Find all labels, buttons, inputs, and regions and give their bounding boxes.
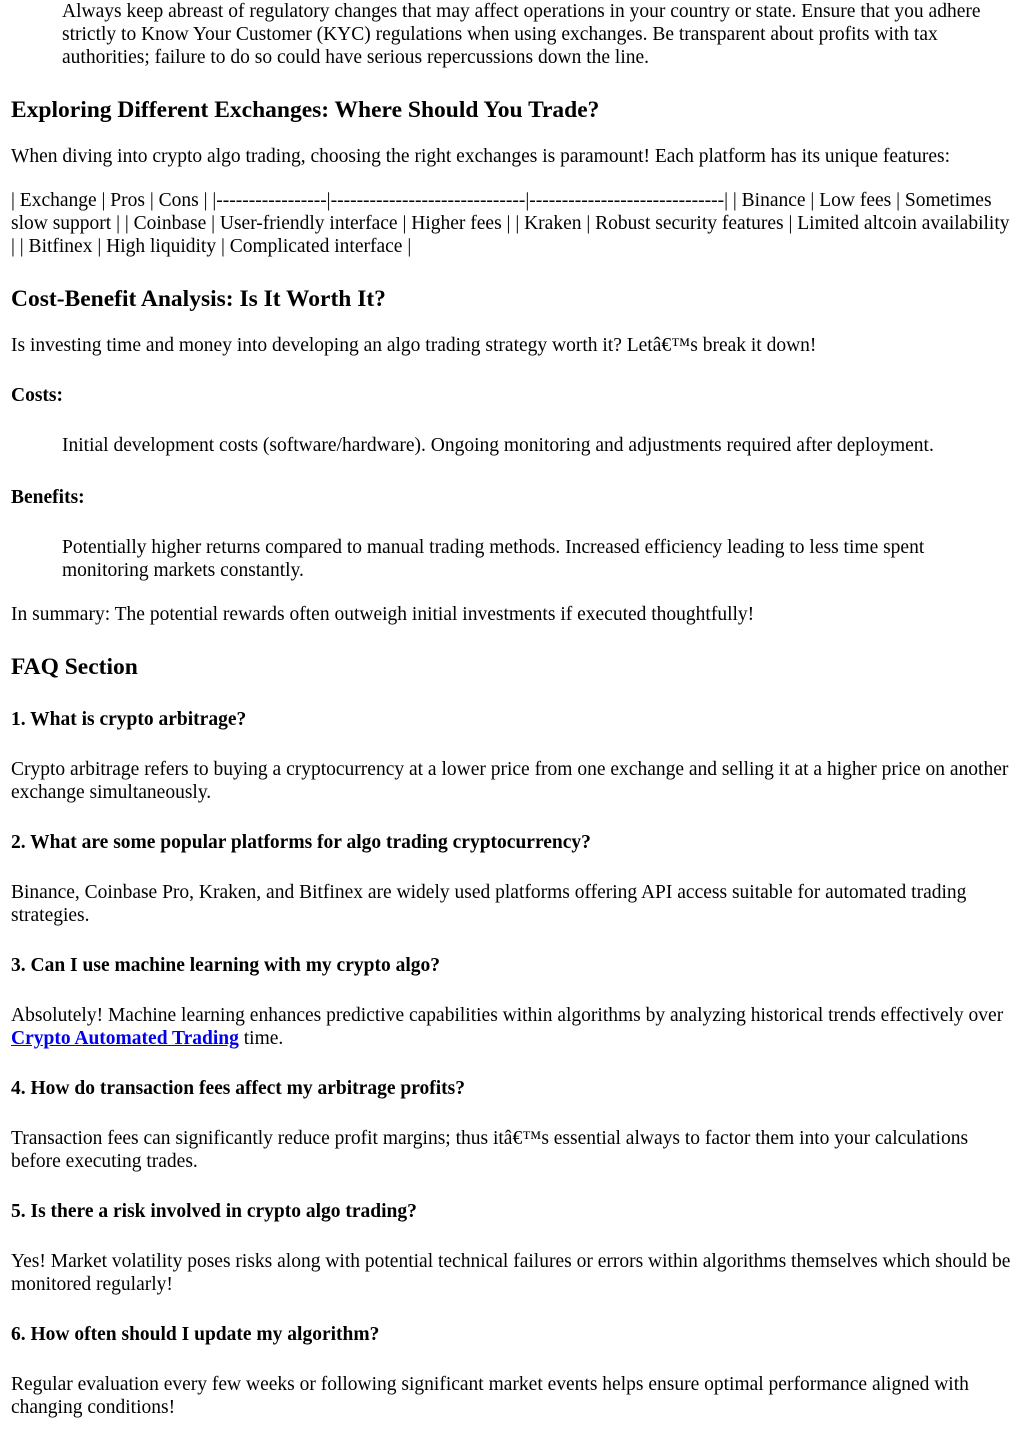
cost-benefit-intro: Is investing time and money into developing an algo trading strategy worth it? Letâ€™s break it down!	[11, 335, 817, 356]
exchanges-intro: When diving into crypto algo trading, choosing the right exchanges is paramount! Each platform has its unique features:	[11, 146, 950, 167]
faq-question: 5. Is there a risk involved in crypto algo trading?	[11, 1201, 417, 1222]
cost-benefit-heading: Cost-Benefit Analysis: Is It Worth It?	[11, 286, 386, 312]
costs-label: Costs:	[11, 385, 63, 406]
faq-question: 1. What is crypto arbitrage?	[11, 709, 247, 730]
crypto-automated-trading-link[interactable]: Crypto Automated Trading	[11, 1028, 239, 1049]
faq-answer: Crypto arbitrage refers to buying a cryptocurrency at a lower price from one exchange and selling it at a higher price on another exchange simultaneously.	[11, 759, 1009, 803]
faq-question: 2. What are some popular platforms for algo trading cryptocurrency?	[11, 832, 591, 853]
faq-question: 4. How do transaction fees affect my arbitrage profits?	[11, 1078, 466, 1099]
faq-answer: Binance, Coinbase Pro, Kraken, and Bitfinex are widely used platforms offering API access suitable for automated trading strategies.	[11, 882, 967, 926]
benefits-text: Potentially higher returns compared to manual trading methods. Increased efficiency leading to less time spent monitoring markets constantly.	[62, 537, 925, 581]
exchanges-heading: Exploring Different Exchanges: Where Should You Trade?	[11, 97, 600, 123]
faq-heading: FAQ Section	[11, 654, 138, 680]
faq-question: 3. Can I use machine learning with my crypto algo?	[11, 955, 440, 976]
faq-question: 6. How often should I update my algorithm?	[11, 1324, 380, 1345]
faq-answer	[11, 1004, 1013, 1050]
faq-answer: Transaction fees can significantly reduce profit margins; thus itâ€™s essential always to factor them into your calculations before executing trades.	[11, 1128, 969, 1172]
intro-continuation-paragraph: Always keep abreast of regulatory changes that may affect operations in your country or state. Ensure that you adhere strictly to Know Your Customer (KYC) regulations when using exchanges. Be transparent about profits with tax authorities; failure to do so could have serious repercussions down the line.	[62, 1, 981, 68]
faq-answer-text: Absolutely! Machine learning enhances predictive capabilities within algorithms by analyzing historical trends effectively over	[11, 1005, 1004, 1026]
faq-answer: Yes! Market volatility poses risks along with potential technical failures or errors within algorithms themselves which should be monitored regularly!	[11, 1251, 1011, 1295]
faq-answer-text-end: time.	[238, 1028, 284, 1049]
exchanges-table-text: | Exchange | Pros | Cons | |-----------------|------------------------------|------------------------------| | Binance | Low fees | Sometimes slow support | | Coinbase | User-friendly interface | Higher fees | | Kraken | Robust security features | Limited altcoin availability | | Bitfinex | High liquidity | Complicated interface |	[11, 190, 1010, 257]
costs-text: Initial development costs (software/hardware). Ongoing monitoring and adjustments required after deployment.	[62, 435, 934, 456]
benefits-label: Benefits:	[11, 487, 85, 508]
summary-paragraph: In summary: The potential rewards often outweigh initial investments if executed thoughtfully!	[11, 604, 755, 625]
faq-answer: Regular evaluation every few weeks or following significant market events helps ensure optimal performance aligned with changing conditions!	[11, 1374, 969, 1418]
